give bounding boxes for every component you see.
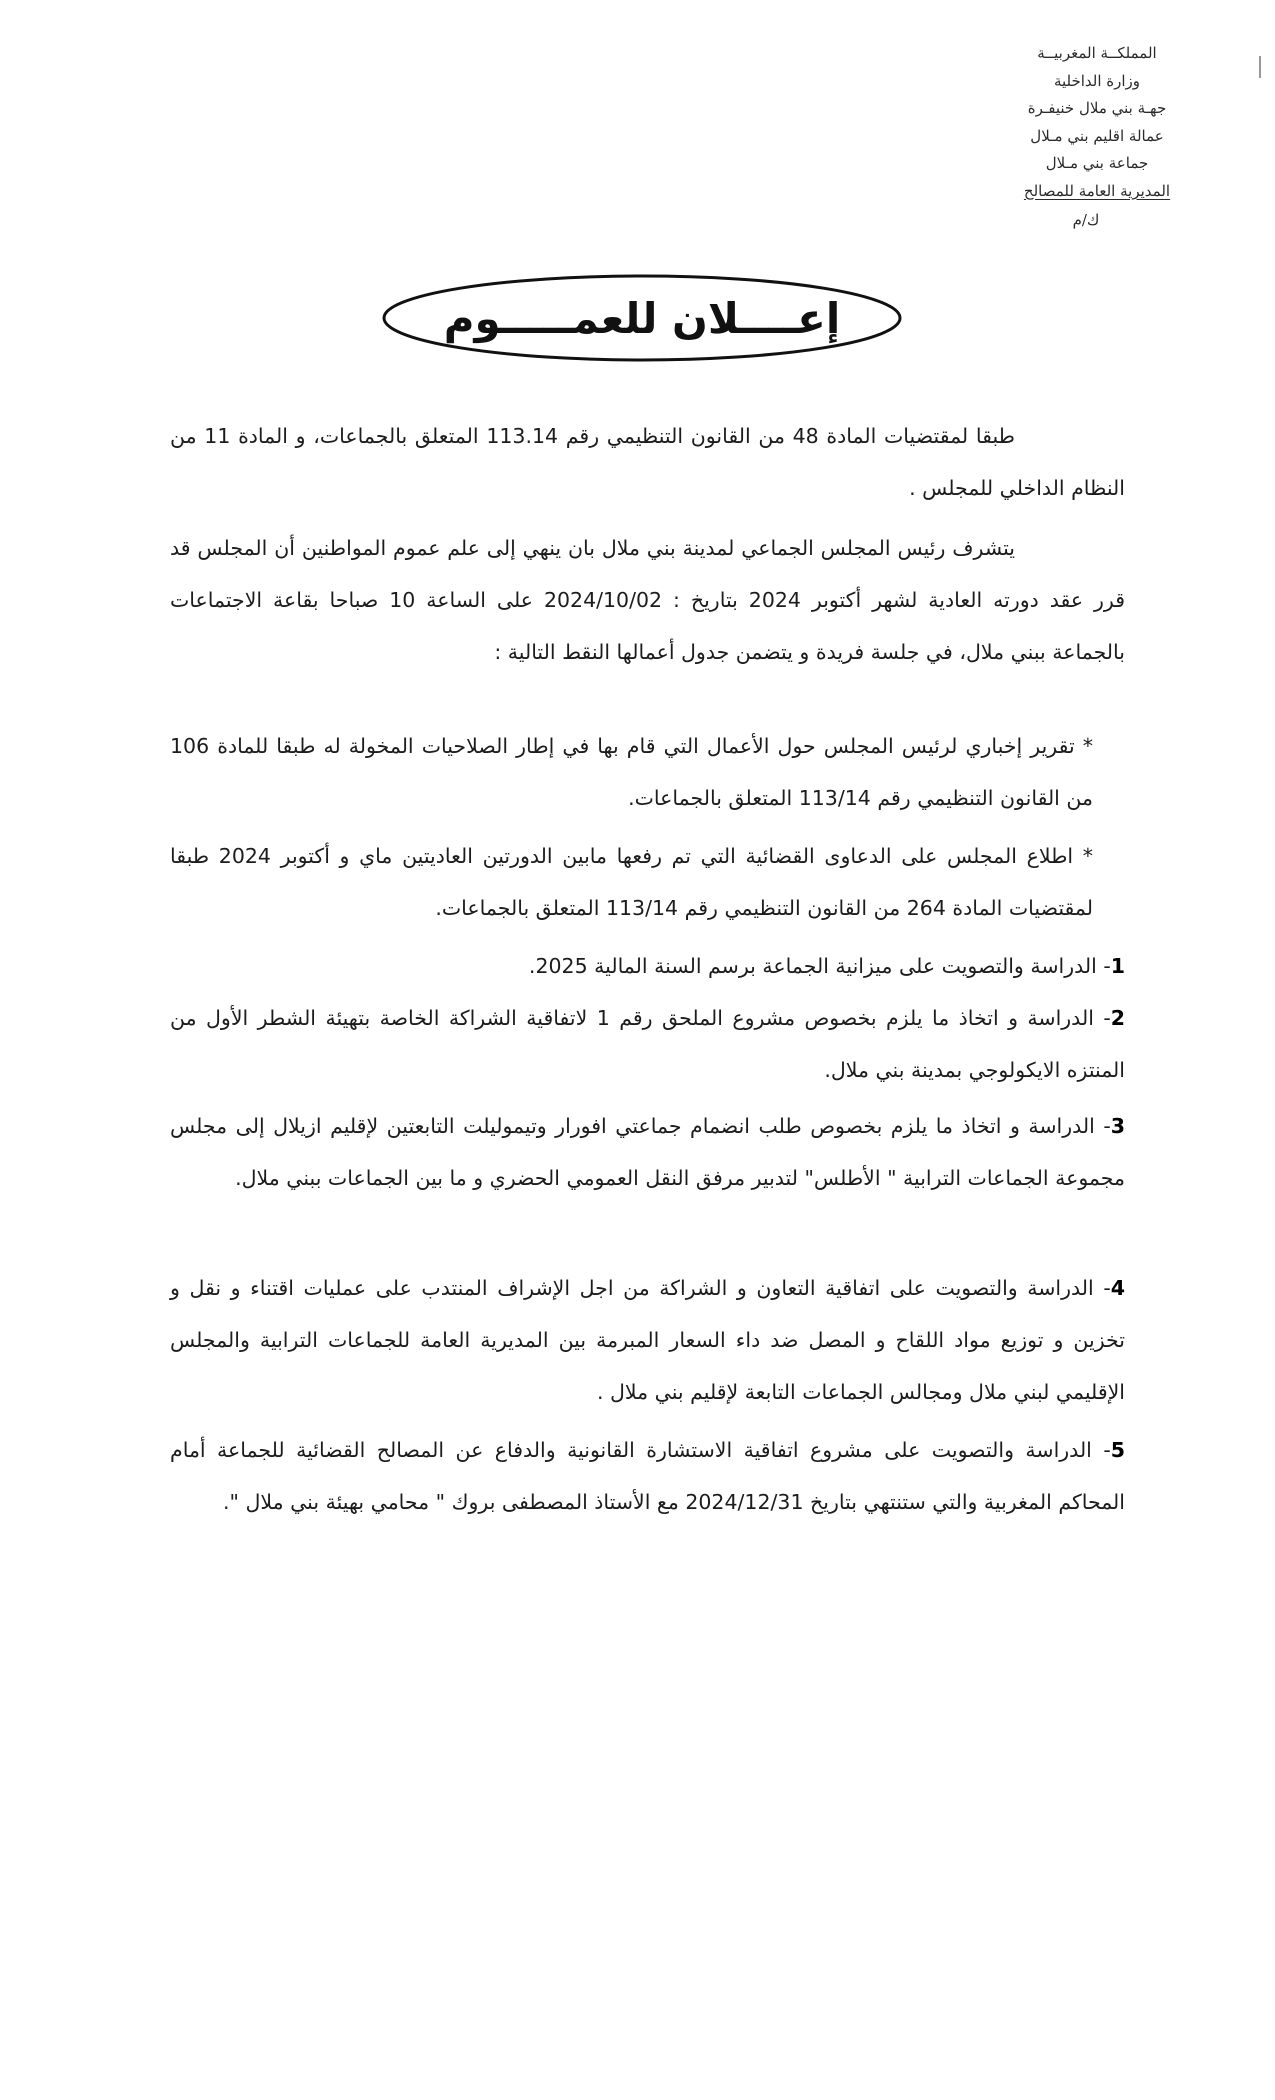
letterhead-commune: جماعة بني مـلال — [1045, 154, 1149, 172]
agenda-item-4 — [170, 1262, 1125, 1418]
agenda-item-text: - الدراسة والتصويت على مشروع اتفاقية الاستشارة القانونية والدفاع عن المصالح القضائية للجماعة أمام المحاكم المغربية والتي ستنتهي بتاريخ 2024/12/31 مع الأستاذ المصطفى بروك " محامي بهيئة بني ملال ". — [170, 1438, 1125, 1514]
agenda-item-2 — [170, 992, 1125, 1096]
agenda-item-number: 2 — [1110, 1006, 1125, 1030]
letterhead-directorate: المديرية العامة للمصالح — [1023, 181, 1171, 200]
bullet-lawsuits: * اطلاع المجلس على الدعاوى القضائية التي تم رفعها مابين الدورتين العاديتين ماي و أكتوبر 2024 طبقا لمقتضيات المادة 264 من القانون التنظيمي رقم 113/14 المتعلق بالجماعات. — [170, 844, 1093, 920]
letterhead-ministry: وزارة الداخلية — [1053, 71, 1141, 90]
letterhead-prefecture: عمالة اقليم بني مـلال — [1030, 126, 1164, 145]
letterhead-reference: ك/م — [1072, 211, 1100, 229]
agenda-item-1 — [170, 940, 1125, 992]
agenda-item-number: 3 — [1110, 1114, 1125, 1138]
bullet-president-report: * تقرير إخباري لرئيس المجلس حول الأعمال التي قام بها في إطار الصلاحيات المخولة له طبقا للمادة 106 من القانون التنظيمي رقم 113/14 المتعلق بالجماعات. — [170, 734, 1093, 810]
agenda-item-number: 5 — [1110, 1438, 1125, 1462]
agenda-item-text: - الدراسة والتصويت على ميزانية الجماعة برسم السنة المالية 2025. — [528, 954, 1111, 978]
intro-paragraph-session: يتشرف رئيس المجلس الجماعي لمدينة بني ملال بان ينهي إلى علم عموم المواطنين أن المجلس قد قرر عقد دورته العادية لشهر أكتوبر 2024 بتاريخ : 2024/10/02 على الساعة 10 صباحا بقاعة الاجتماعات بالجماعة ببني ملال، في جلسة فريدة و يتضمن جدول أعمالها النقط التالية : — [170, 536, 1125, 664]
agenda-item-5 — [170, 1424, 1125, 1528]
page-title: إعــــلان للعمـــــوم — [443, 293, 841, 343]
title-frame — [380, 272, 904, 364]
letterhead-kingdom: المملكــة المغربيــة — [1037, 44, 1157, 62]
agenda-item-text: - الدراسة والتصويت على اتفاقية التعاون و الشراكة من اجل الإشراف المنتدب على عمليات اقتناء و نقل و تخزين و توزيع مواد اللقاح و المصل ضد داء السعار المبرمة بين المديرية العامة للجماعات الترابية والمجلس الإقليمي لبني ملال ومجالس الجماعات التابعة لإقليم بني ملال . — [170, 1276, 1125, 1404]
intro-paragraph-legal-basis: طبقا لمقتضيات المادة 48 من القانون التنظيمي رقم 113.14 المتعلق بالجماعات، و المادة 11 من النظام الداخلي للمجلس . — [170, 424, 1125, 500]
agenda-item-number: 4 — [1110, 1276, 1125, 1300]
letterhead-region: جهـة بني ملال خنيفـرة — [1027, 99, 1167, 117]
agenda-item-text: - الدراسة و اتخاذ ما يلزم بخصوص مشروع الملحق رقم 1 لاتفاقية الشراكة الخاصة بتهيئة الشطر الأول من المنتزه الايكولوجي بمدينة بني ملال. — [170, 1006, 1125, 1082]
letterhead — [967, 40, 1227, 235]
scan-mark — [1259, 56, 1261, 78]
agenda-item-number: 1 — [1110, 954, 1125, 978]
agenda-item-text: - الدراسة و اتخاذ ما يلزم بخصوص طلب انضمام جماعتي افورار وتيموليلت التابعتين لإقليم ازيلال إلى مجلس مجموعة الجماعات الترابية " الأطلس" لتدبير مرفق النقل العمومي الحضري و ما بين الجماعات ببني ملال. — [170, 1114, 1125, 1190]
agenda-item-3 — [170, 1100, 1125, 1204]
